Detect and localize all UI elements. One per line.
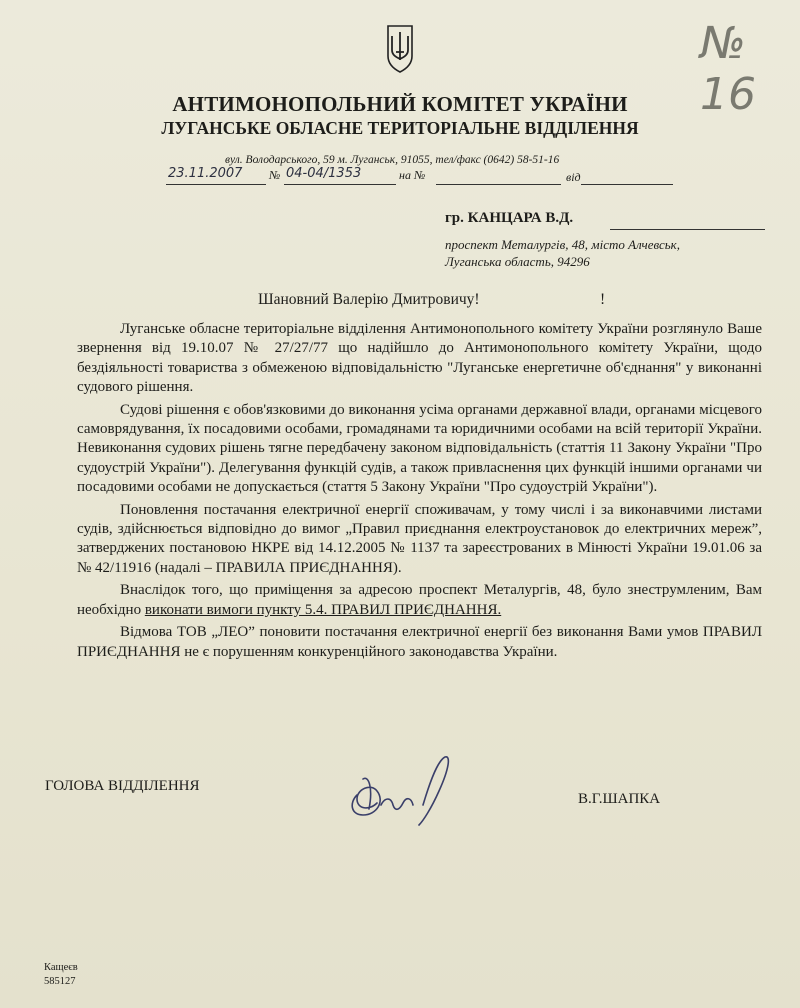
executor-phone: 585127 [44, 976, 76, 987]
recipient-address-line2: Луганська область, 94296 [445, 254, 590, 269]
handwritten-page-number: № 16 [700, 18, 756, 120]
handwritten-signature-icon [335, 745, 465, 835]
paragraph-1: Луганське обласне територіальне відділення Антимонопольного комітету України розглянуло Ваше звернення від 19.10.07 № 27/27/77 що надійшло до Антимонопольного комітету України, щодо бездіяльності товариства з обмеженою відповідальністю "Луганське енергетичне об'єднання" у виконанні судового рішення. [77, 321, 762, 396]
paragraph-4-text: Внаслідок того, що приміщення за адресою проспект Металургів, 48, було знеструмленим, Вам необхідно [77, 582, 762, 618]
number-label: № [269, 168, 281, 182]
recipient-address-line1: проспект Металургів, 48, місто Алчевськ, [445, 237, 681, 252]
recipient-address [445, 236, 680, 270]
outgoing-number: 04-04/1353 [286, 166, 362, 181]
paragraph-4-underlined: виконати вимоги пункту 5.4. ПРАВИЛ ПРИЄДНАННЯ. [144, 601, 502, 618]
paragraph-5: Відмова ТОВ „ЛЕО” поновити постачання електричної енергії без виконання Вами умов ПРАВИЛ ПРИЄДНАННЯ не є порушенням конкуренційного законодавства України. [77, 624, 762, 660]
signatory-position: ГОЛОВА ВІДДІЛЕННЯ [45, 778, 200, 794]
org-address: вул. Володарського, 59 м. Луганськ, 91055, тел/факс (0642) 58-51-16 [225, 154, 560, 166]
department-name: ЛУГАНСЬКЕ ОБЛАСНЕ ТЕРИТОРІАЛЬНЕ ВІДДІЛЕННЯ [161, 118, 639, 138]
paragraph-4 [77, 581, 762, 620]
outgoing-date: 23.11.2007 [168, 166, 243, 181]
executor-name: Кащеєв [44, 962, 78, 973]
org-name: АНТИМОНОПОЛЬНИЙ КОМІТЕТ УКРАЇНИ [172, 92, 628, 116]
salutation-mark: ! [600, 291, 606, 308]
signer-name: В.Г.ШАПКА [578, 791, 661, 807]
recipient-underline [610, 229, 765, 230]
paragraph-2: Судові рішення є обов'язковими до виконання усіма органами державної влади, органами місцевого самоврядування, їх посадовими особами, громадянами та юридичними особами на всій території України. Невиконання судових рішень тягне передбачену законом відповідальність (статтія 11 Закону України "Про судоустрій України"). Делегування функцій судів, а також привласнення цих функцій іншими органами чи посадовими особами не допускається (стаття 5 Закону України "Про судоустрій України"). [77, 401, 762, 496]
recipient-name: гр. КАНЦАРА В.Д. [445, 210, 574, 226]
executor-info [44, 961, 78, 989]
trident-emblem-icon [383, 22, 417, 74]
paragraph-3: Поновлення постачання електричної енергії споживачам, у тому числі і за виконавчими листами судів, здійснюється відповідно до вимог „Правил приєднання електроустановок до електричних мереж”, затверджених постановою НКРЕ від 14.12.2005 № 1137 та зареєстрованих в Мінюсті України 19.01.06 за № 42/11916 (надалі – ПРАВИЛА ПРИЄДНАННЯ). [77, 501, 762, 576]
from-label: від [566, 170, 581, 184]
in-reply-label: на № [399, 168, 426, 182]
salutation: Шановний Валерію Дмитровичу! [258, 291, 480, 308]
reference-line [166, 166, 676, 190]
letter-body [77, 320, 762, 665]
